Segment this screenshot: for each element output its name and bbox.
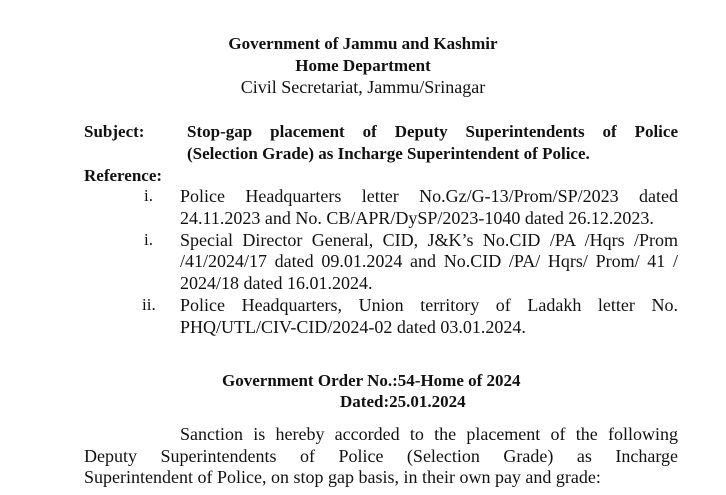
reference-line: Special Director General, CID, J&K’s No.CID /PA /Hqrs /Prom	[180, 230, 678, 250]
reference-line: Police Headquarters, Union territory of Ladakh letter No.	[180, 295, 678, 315]
body-line: Sanction is hereby accorded to the placement of the following	[180, 424, 678, 444]
body-line: Deputy Superintendents of Police (Selection Grade) as Incharge	[84, 446, 678, 466]
reference-line: 24.11.2023 and No. CB/APR/DySP/2023-1040 dated 26.12.2023.	[180, 208, 654, 228]
order-date: Dated:25.01.2024	[340, 392, 466, 411]
reference-label: Reference:	[84, 166, 163, 185]
reference-line: 2024/18 dated 16.01.2024.	[180, 273, 373, 293]
subject-line-2: (Selection Grade) as Incharge Superintendent of Police.	[187, 144, 590, 163]
subject-label: Subject:	[84, 122, 145, 141]
government-heading: Government of Jammu and Kashmir	[228, 34, 498, 53]
secretariat-address: Civil Secretariat, Jammu/Srinagar	[240, 77, 486, 97]
reference-numeral: i.	[144, 230, 153, 249]
reference-numeral: i.	[144, 186, 153, 205]
reference-numeral: ii.	[142, 295, 156, 314]
department-heading: Home Department	[295, 56, 431, 75]
body-line: Superintendent of Police, on stop gap basis, in their own pay and grade:	[84, 467, 601, 487]
reference-line: Police Headquarters letter No.Gz/G-13/Prom/SP/2023 dated	[180, 186, 678, 206]
reference-line: /41/2024/17 dated 09.01.2024 and No.CID /PA/ Hqrs/ Prom/ 41 /	[180, 251, 678, 271]
order-title: Government Order No.:54-Home of 2024	[222, 371, 521, 390]
subject-line-1: Stop-gap placement of Deputy Superintendents of Police	[187, 122, 678, 141]
reference-line: PHQ/UTL/CIV-CID/2024-02 dated 03.01.2024.	[180, 317, 526, 337]
